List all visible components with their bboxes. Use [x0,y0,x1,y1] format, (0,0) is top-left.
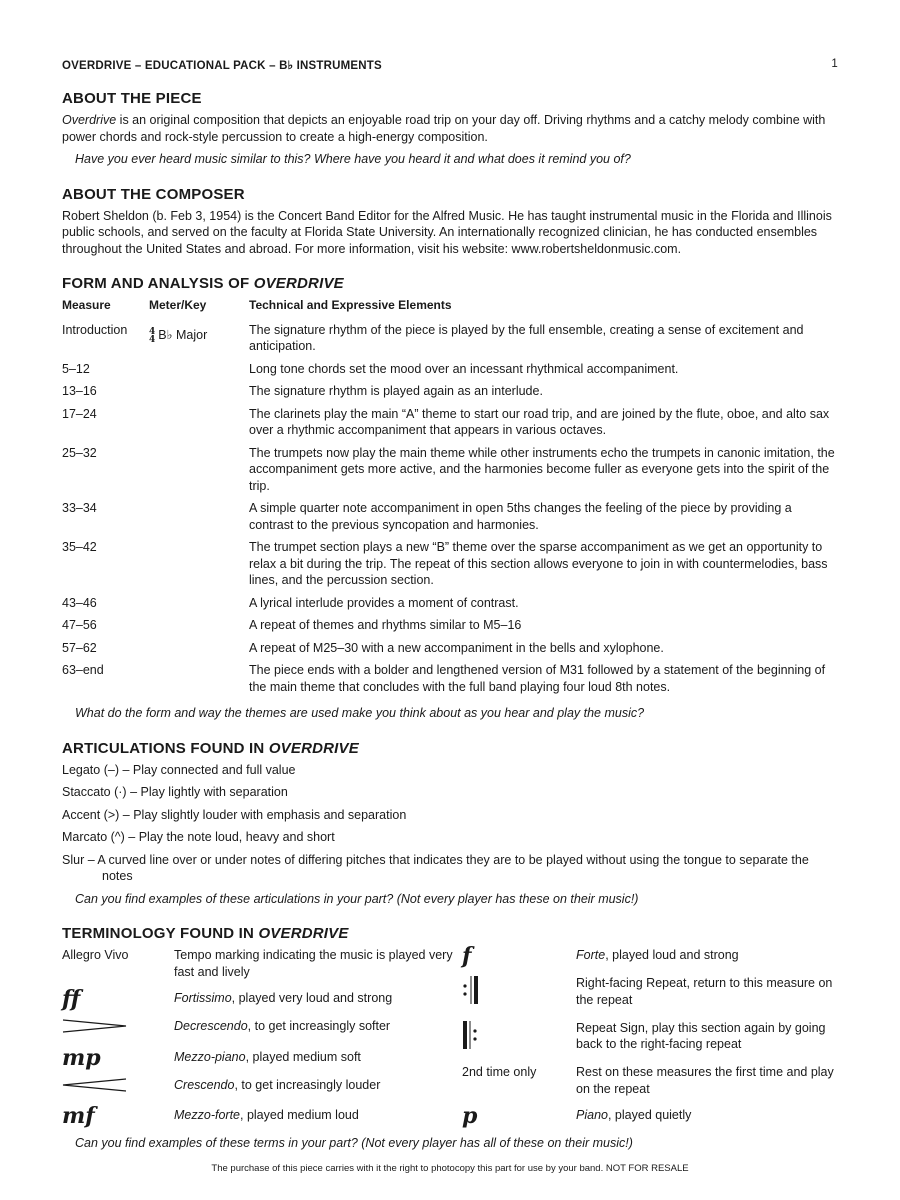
terminology-grid [62,943,838,1135]
form-analysis-table [62,297,838,701]
term-second-time-only [462,1064,838,1097]
running-header [62,58,838,78]
about-piece-heading: ABOUT THE PIECE [62,90,202,107]
table-row [62,595,838,618]
column-header-elements: Technical and Expressive Elements [249,298,452,312]
measure-cell: 17–24 [62,406,97,421]
term-description: Tempo marking indicating the music is played very fast and lively [174,948,453,979]
decrescendo-icon [62,1018,174,1039]
description-cell: The clarinets play the main “A” theme to start our road trip, and are joined by the flute, oboe, and alto sax over a rhythmic accompaniment that appears in various octaves. [249,406,830,437]
term-repeat-sign [462,1020,838,1055]
terminology-heading: TERMINOLOGY FOUND IN OVERDRIVE [62,925,349,942]
about-composer-body: Robert Sheldon (b. Feb 3, 1954) is the Concert Band Editor for the Alfred Music. He has taught instrumental music in the Florida and Illinois public schools, and served on the faculty at Florida State University. An internationally recognized clinician, he has conducted ensembles throughout the United States and abroad. For more information, visit his website: www.robertsheldonmusic.com. [62,208,832,256]
measure-cell: 57–62 [62,640,97,655]
description-cell: The signature rhythm is played again as an interlude. [249,384,543,398]
term-allegro-vivo [62,947,462,980]
table-header-row [62,297,838,322]
table-row [62,383,838,406]
term-crescendo: Crescendo, to get increasingly louder [62,1077,462,1098]
tempo-marking: Allegro Vivo [62,948,129,962]
meter-key-cell [149,406,249,445]
mezzo-forte-symbol: mf [62,1103,95,1129]
time-signature: 4 4 [149,326,156,345]
description-cell: The piece ends with a bolder and lengthened version of M31 followed by a statement of the beginning of the main theme that concludes with the full band playing four loud 8th notes. [249,663,826,694]
term-description: Right-facing Repeat, return to this measure on the repeat [576,976,833,1007]
measure-cell: 63–end [62,663,104,677]
measure-cell: 25–32 [62,445,97,460]
meter-key-cell [149,539,249,595]
crescendo-icon [62,1077,174,1098]
form-question: What do the form and way the themes are used make you think about as you hear and play the music? [75,706,645,720]
term-description: Rest on these measures the first time and play on the repeat [576,1065,834,1096]
second-time-marking: 2nd time only [462,1065,537,1079]
piece-title: Overdrive [62,113,117,127]
measure-cell: 33–34 [62,501,97,515]
key-signature: B♭ Major [158,328,208,343]
term-piano: p Piano, played quietly [462,1103,692,1129]
meter-key-cell [149,361,249,384]
table-row [62,617,838,640]
meter-key-cell [149,445,249,501]
term-description: Repeat Sign, play this section again by going back to the right-facing repeat [576,1020,826,1051]
table-row [62,406,838,445]
description-cell: The trumpets now play the main theme while other instruments echo the trumpets in canonic imitation, the accompaniment gets more active, and the harmonies become fuller as everyone gets into the spirit of the trip. [249,445,835,493]
table-row [62,539,838,595]
terminology-left-column [62,947,462,1135]
articulations-list [62,762,838,885]
measure-cell: 43–46 [62,595,97,610]
about-piece-body: Overdrive is an original composition that depicts an enjoyable road trip on your day off. Driving rhythms and a catchy melody combine with power chords and rock-style percussion to create a high-energy composition. [62,113,826,144]
description-cell: The signature rhythm of the piece is played by the full ensemble, creating a sense of excitement and anticipation. [249,322,804,353]
page-number: 1 [831,58,838,70]
about-composer-heading: ABOUT THE COMPOSER [62,185,245,203]
list-item: Legato (–) – Play connected and full value [62,762,296,777]
table-row [62,445,838,501]
description-cell: A repeat of themes and rhythms similar to M5–16 [249,618,522,632]
term-forte: f Forte, played loud and strong [462,943,739,969]
right-facing-repeat-icon [462,975,576,1010]
meter-key-cell [149,322,249,361]
measure-cell: Introduction [62,322,128,337]
fortissimo-symbol: ff [62,986,81,1012]
measure-cell: 47–56 [62,618,97,632]
list-item: Slur – A curved line over or under notes of differing pitches that indicates they are to be played without using the tongue to separate the notes [62,852,809,883]
measure-cell: 13–16 [62,384,97,398]
meter-key-cell [149,617,249,640]
meter-key-cell [149,662,249,701]
table-row [62,322,838,361]
list-item: Accent (>) – Play slightly louder with emphasis and separation [62,807,407,822]
description-cell: A simple quarter note accompaniment in open 5ths changes the feeling of the piece by providing a contrast to the previous syncopation and harmonies. [249,501,792,532]
column-header-meter-key: Meter/Key [149,298,207,312]
meter-key-cell [149,500,249,539]
list-item: Staccato (·) – Play lightly with separation [62,785,288,799]
forte-symbol: f [462,943,472,969]
description-cell: The trumpet section plays a new “B” theme over the sparse accompaniment as we get an opportunity to relax a bit during the trip. The repeat of this section allows everyone to join in with countermelodies, bass lines, and the percussion section. [249,540,828,587]
term-right-facing-repeat [462,975,838,1010]
measure-cell: 35–42 [62,540,97,554]
meter-key-cell [149,595,249,618]
page-footer: The purchase of this piece carries with it the right to photocopy this part for use by your band. NOT FOR RESALE [211,1163,689,1174]
column-header-measure: Measure [62,298,111,312]
mezzo-piano-symbol: mp [62,1044,101,1071]
articulations-heading: ARTICULATIONS FOUND IN OVERDRIVE [62,739,359,757]
form-heading: FORM AND ANALYSIS OF OVERDRIVE [62,275,344,292]
list-item: Marcato (^) – Play the note loud, heavy and short [62,830,335,844]
description-cell: A lyrical interlude provides a moment of contrast. [249,595,519,610]
piano-symbol: p [462,1103,478,1129]
term-decrescendo: Decrescendo, to get increasingly softer [62,1018,462,1039]
header-title: OVERDRIVE – EDUCATIONAL PACK – B♭ INSTRUMENTS [62,60,382,72]
table-row [62,500,838,539]
table-row [62,361,838,384]
term-fortissimo: ff Fortissimo, played very loud and strong [62,986,393,1012]
table-row [62,662,838,701]
meter-key-cell [149,640,249,663]
about-piece-question: Have you ever heard music similar to this? Where have you heard it and what does it remind you of? [75,152,631,166]
meter-key [149,327,207,344]
document-page [62,58,838,1152]
terminology-right-column [462,943,838,1135]
terminology-question: Can you find examples of these terms in your part? (Not every player has all of these on their music!) [75,1136,633,1150]
measure-cell: 5–12 [62,361,90,376]
repeat-sign-icon [462,1020,576,1055]
articulations-question: Can you find examples of these articulations in your part? (Not every player has these on their music!) [75,891,639,906]
meter-key-cell [149,383,249,406]
description-cell: Long tone chords set the mood over an incessant rhythmical accompaniment. [249,361,679,376]
description-cell: A repeat of M25–30 with a new accompaniment in the bells and xylophone. [249,640,664,655]
term-mezzo-piano: mp Mezzo-piano, played medium soft [62,1044,361,1071]
table-row [62,640,838,663]
term-mezzo-forte: mf Mezzo-forte, played medium loud [62,1103,359,1129]
